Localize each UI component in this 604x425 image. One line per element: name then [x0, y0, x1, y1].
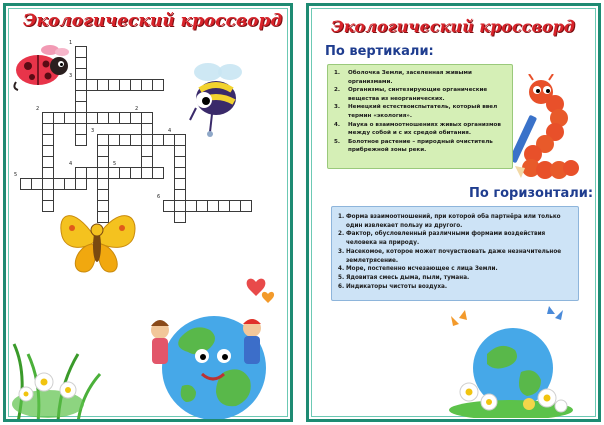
butterfly-illustration [54, 206, 142, 278]
vertical-clue: 4. Наука о взаимоотношениях живых организмов между собой и с их средой обитания. [334, 121, 501, 137]
crossword-cell[interactable] [174, 211, 186, 223]
crossword-number: 4 [69, 161, 73, 167]
earth-kids-illustration [140, 272, 280, 422]
crossword-cell[interactable] [152, 79, 164, 91]
centipede-pencil-illustration [513, 74, 583, 180]
horizontal-clue: 2. Фактор, обусловленный различными формами воздействия человека на природу. [338, 231, 546, 247]
left-page-title: Экологический кроссворд [23, 11, 283, 31]
vertical-clue: 3. Немецкий естествоиспытатель, который ввел термин «экология». [334, 104, 498, 119]
crossword-cell[interactable] [31, 178, 43, 190]
horizontal-clue: 3. Насекомое, которое может почувствовать даже незначительное землетрясение. [338, 248, 562, 264]
horizontal-clue: 6. Индикаторы чистоты воздуха. [338, 283, 448, 290]
crossword-number: 4 [168, 128, 172, 134]
left-page [3, 3, 293, 422]
crossword-cell[interactable] [240, 200, 252, 212]
horizontal-clue: 1. Форма взаимоотношений, при которой оба партнёра или только один извлекает пользу из другого. [338, 214, 561, 229]
crossword-number: 6 [157, 194, 161, 200]
crossword-number: 1 [69, 40, 73, 46]
ladybug-illustration [10, 42, 72, 92]
flowers-illustration [8, 324, 108, 422]
horizontal-clues-box [331, 206, 579, 301]
horizontal-clue: 5. Ядовитая смесь дыма, пыли, тумана. [338, 274, 470, 281]
right-page [306, 3, 601, 422]
crossword-cell[interactable] [152, 167, 164, 179]
crossword-number: 2 [36, 106, 40, 112]
crossword-cell[interactable] [75, 134, 87, 146]
vertical-clue: 2. Организмы, синтезирующие органические вещества из неорганических. [334, 87, 488, 102]
crossword-cell[interactable] [163, 200, 175, 212]
crossword-number: 5 [113, 161, 117, 167]
vertical-clues-box [327, 64, 513, 169]
crossword-number: 3 [69, 73, 73, 79]
crossword-cell[interactable] [75, 178, 87, 190]
crossword-cell[interactable] [42, 200, 54, 212]
vertical-heading: По вертикали: [325, 44, 434, 59]
horizontal-clue: 4. Море, постепенно исчезающее с лица Земли. [338, 266, 498, 273]
crossword-cell[interactable] [130, 167, 142, 179]
horizontal-heading: По горизонтали: [469, 186, 594, 201]
vertical-clue: 5. Болотное растение – природный очиститель прибрежной зоны реки. [334, 138, 493, 154]
crossword-number: 2 [135, 106, 139, 112]
vertical-clue: 1. Оболочка Земли, заселенная живыми организмами. [334, 70, 472, 85]
right-page-title: Экологический кроссворд [331, 17, 575, 36]
earth-flowers-illustration [443, 306, 579, 418]
crossword-number: 3 [91, 128, 95, 134]
crossword-number: 5 [14, 172, 18, 178]
crossword-cell[interactable] [64, 112, 76, 124]
crossword-cell[interactable] [141, 123, 153, 135]
bee-illustration [186, 60, 248, 140]
crossword-cell[interactable] [86, 167, 98, 179]
